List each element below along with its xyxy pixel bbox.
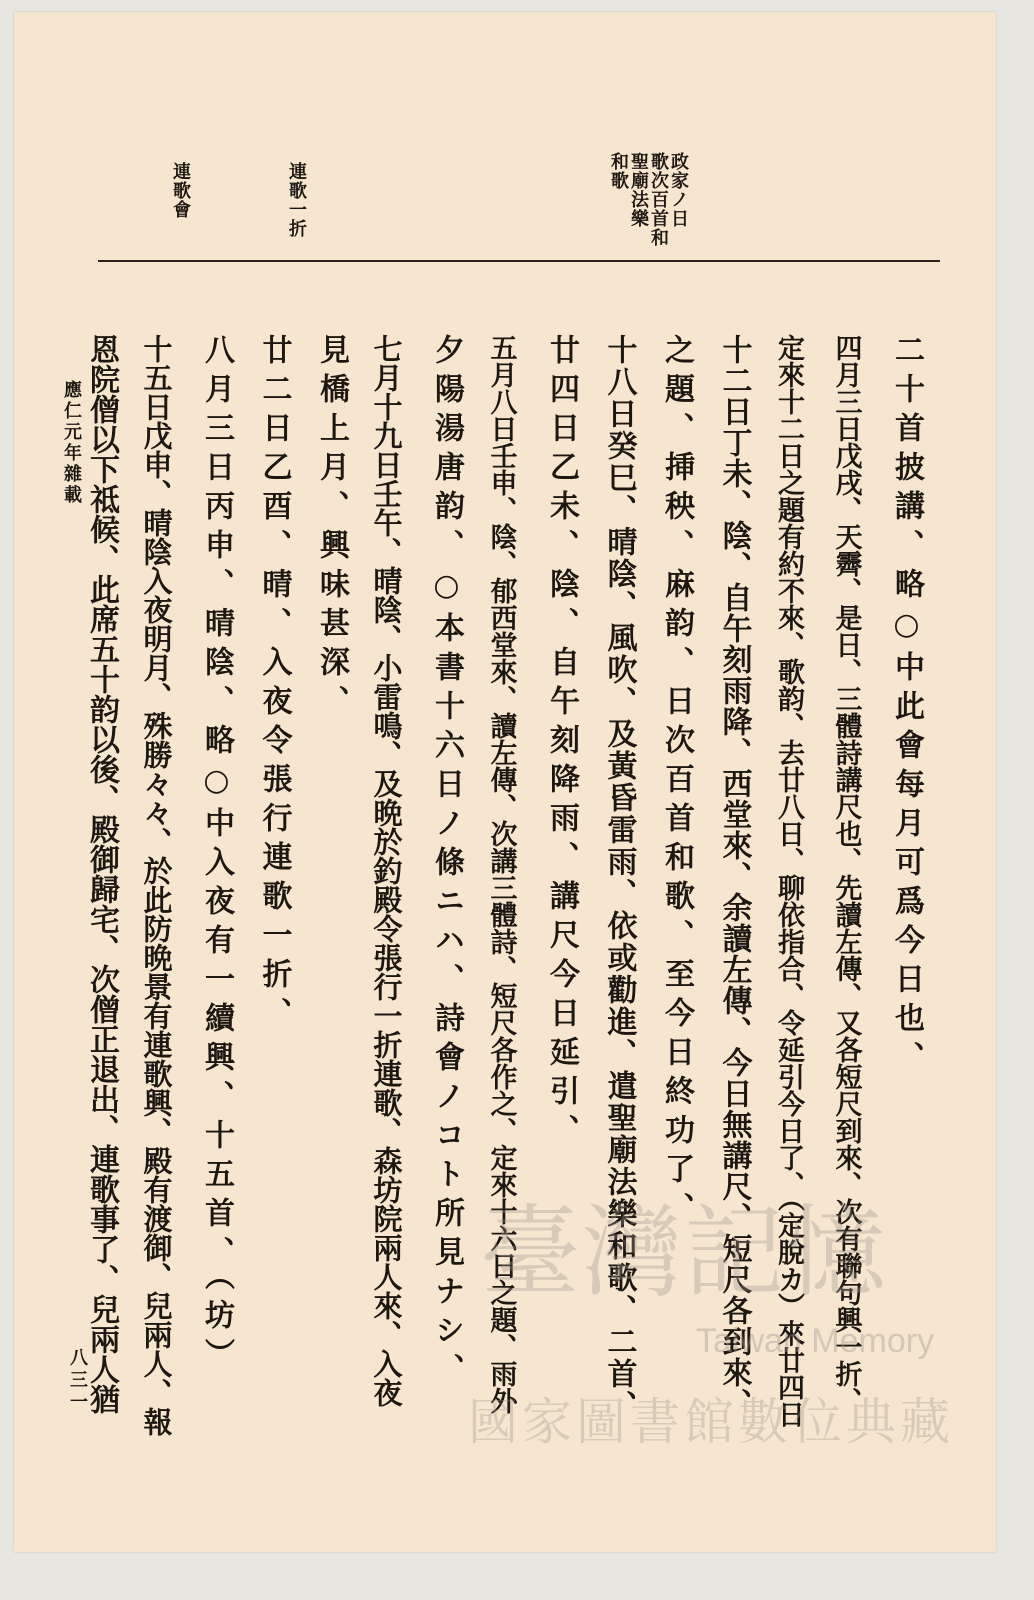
header-note-col: 歌次百首和 bbox=[648, 152, 669, 247]
text-column: 十二日丁未、陰、自午刻雨降、西堂來、余讀左傳、今日無講尺、短尺各到來、 bbox=[716, 334, 752, 1419]
text-column: 五月八日壬申、陰、郁西堂來、讀左傳、次講三體詩、短尺各作之、定來十六日之題、雨外 bbox=[485, 334, 517, 1414]
header-note-renga-ippo: 連歌一折 bbox=[286, 162, 307, 238]
header-note-col: 政家ノ日 bbox=[668, 152, 689, 228]
header-note-col: 和歌 bbox=[608, 152, 629, 190]
running-title: 應仁元年雜載 bbox=[61, 380, 82, 506]
text-column: 見橋上月、興味甚深、 bbox=[314, 334, 349, 724]
text-column: 夕陽湯唐韵、○本書十六日ノ條ニハ、詩會ノコト所見ナシ、 bbox=[429, 334, 464, 1392]
header-note-seika bbox=[608, 152, 688, 252]
page-number: 八三一 bbox=[67, 1348, 88, 1414]
text-column: 二十首披講、略○中此會每月可爲今日也、 bbox=[889, 334, 924, 1080]
text-column: 廿四日乙未、陰、自午刻降雨、講尺今日延引、 bbox=[544, 334, 579, 1153]
text-column: 八月三日丙申、晴陰、略○中入夜有一續興、十五首、（坊） bbox=[199, 334, 234, 1377]
header-divider-line bbox=[98, 260, 940, 262]
text-column: 之題、挿秧、麻韵、日次百首和歌、至今日終功了、 bbox=[659, 334, 694, 1231]
header-note-renga-kai: 連歌會 bbox=[170, 162, 191, 219]
text-column: 四月三日戊戌、天霽、是日、三體詩講尺也、先讀左傳、又各短尺到來、次有聯句興一折、 bbox=[830, 334, 862, 1414]
text-column: 十八日癸巳、晴陰、風吹、及黃昏雷雨、依或勸進、遣聖廟法樂和歌、二首、 bbox=[601, 334, 637, 1422]
text-column: 十五日戊申、晴陰入夜明月、殊勝々々、於此防晩景有連歌興、殿有渡御、兒兩人、報 bbox=[139, 334, 174, 1436]
watermark-logo-text: 臺灣記憶 bbox=[480, 1194, 888, 1311]
document-page bbox=[14, 12, 996, 1552]
watermark-english: Taiwan Memory bbox=[696, 1322, 935, 1360]
text-column: 恩院僧以下祗候、此席五十韵以後、殿御歸宅、次僧正退出、連歌事了、兒兩人猶 bbox=[84, 334, 119, 1414]
header-note-col: 聖廟法樂 bbox=[628, 152, 649, 228]
text-column: 七月十九日壬午、晴陰、小雷鳴、及晩於釣殿令張行一折連歌、森坊院兩人來、入夜 bbox=[369, 334, 404, 1407]
text-column: 定來十二日之題有約不來、歌韵、去廿八日、聊依指合、令延引今日了、（定脫カ）來廿四日 bbox=[773, 334, 804, 1428]
text-column: 廿二日乙酉、晴、入夜令張行連歌一折、 bbox=[256, 334, 292, 1036]
watermark-library-name: 國家圖書館數位典藏 bbox=[468, 1393, 954, 1451]
